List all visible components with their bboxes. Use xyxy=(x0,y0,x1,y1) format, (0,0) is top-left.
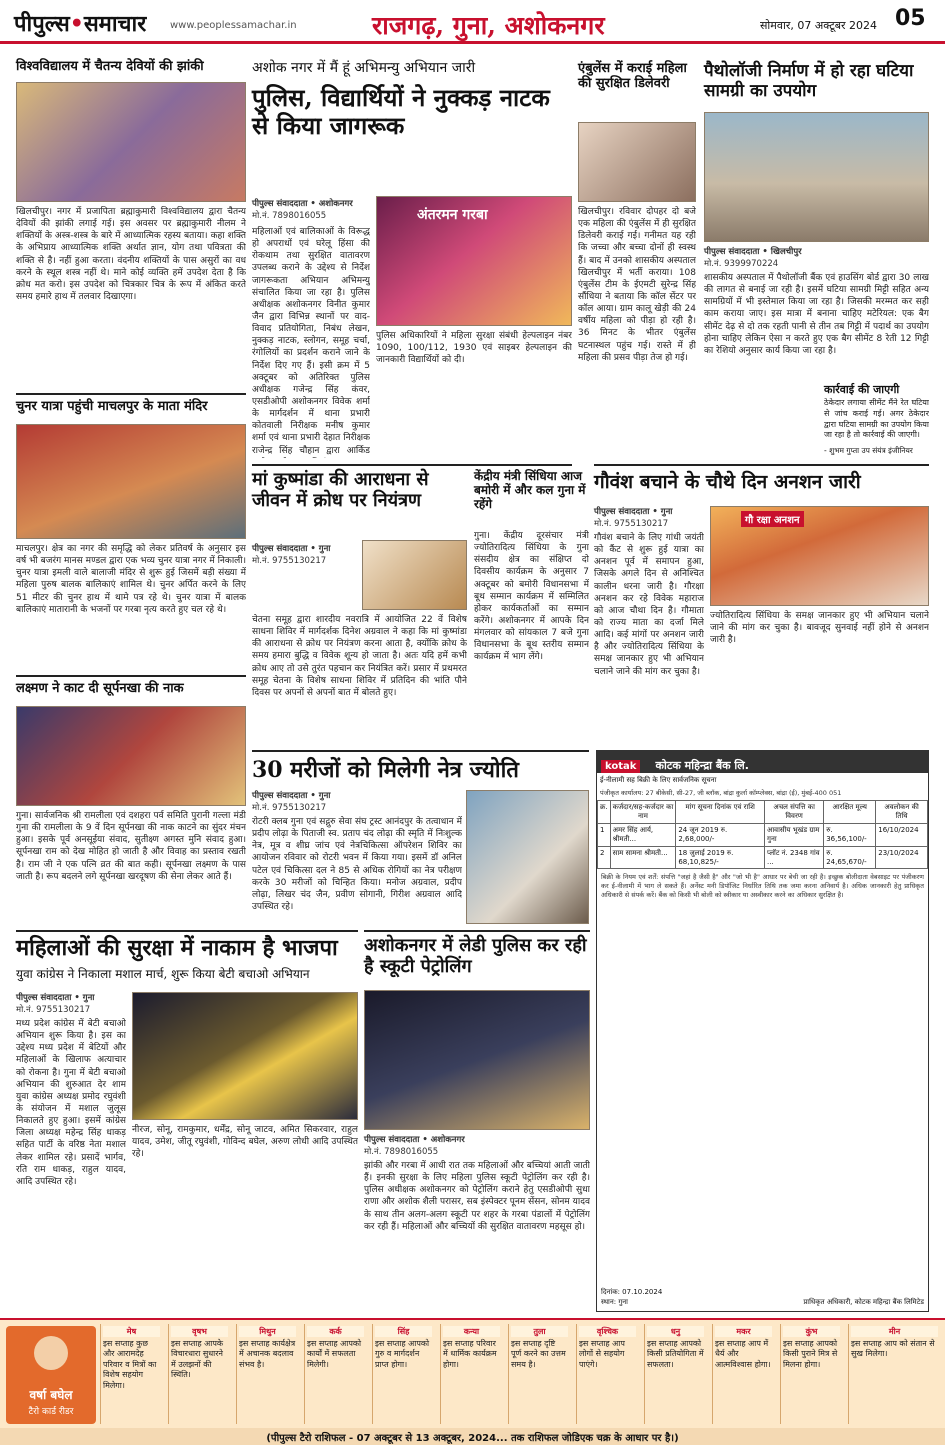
horo-sign-name: वृषभ xyxy=(171,1326,228,1337)
region-title: राजगढ़, गुना, अशोकनगर xyxy=(372,11,605,40)
horo-sign-name: धनु xyxy=(647,1326,704,1337)
site-url[interactable]: www.peoplessamachar.in xyxy=(170,20,297,31)
horo-sign xyxy=(780,1324,842,1424)
divider xyxy=(252,464,572,466)
table-header: अचल संपत्ति का विवरण xyxy=(765,801,824,824)
table-cell: 16/10/2024 xyxy=(876,824,928,847)
ambulance-photo xyxy=(578,122,696,202)
divider xyxy=(16,393,246,395)
table-cell: प्लॉट नं. 2348 गांव ... xyxy=(765,847,824,869)
netra-byline: पीपुल्स संवाददाता • गुना xyxy=(252,791,331,801)
notice-signatory: प्राधिकृत अधिकारी, कोटक महिन्द्रा बैंक लिमिटेड xyxy=(803,1298,924,1306)
brand-dot-icon: • xyxy=(69,11,84,37)
horo-sign xyxy=(848,1324,940,1424)
chaitanya-body: खिलचीपुर। नगर में प्रजापिता ब्रह्माकुमारी विश्वविद्यालय द्वारा चैतन्य देवियों की झांकी लगाई गई। इस अवसर पर ब्रह्माकुमारी नीलम ने शक्तियों के अस्त्र-शस्त्र के बारे में आध्यात्मिक रहस्य बताया। कहा शक्ति के अभिप्राय आध्यात्मिक शक्ति अर्थात ज्ञान, योग तथा पवित्रता की शक्ति से है। नहीं हुआ करता। वंदनीय शक्तियों के पास असुरों का वध करने के स्थूल शस्त्र नहीं थे। माने कोई व्यक्ति हमें उपदेश देता है कि क्रोध मत करो। इस उपदेश को चित्रकार चित्र के रूप में अंकित करते समय हमारे हाथ में तलवार दिखाएगा। xyxy=(16,207,246,302)
horo-sign-text: इस सप्ताह परिवार में धार्मिक कार्यक्रम होगा। xyxy=(443,1339,497,1369)
bjp-mobile: मो.नं. 9755130217 xyxy=(16,1005,91,1015)
horo-sign-name: मेष xyxy=(103,1326,160,1337)
table-cell: रु. 24,65,670/- xyxy=(824,847,876,869)
netra-headline: 30 मरीजों को मिलेगी नेत्र ज्योति xyxy=(252,757,519,783)
divider xyxy=(364,930,590,932)
bjp-byline: पीपुल्स संवाददाता • गुना xyxy=(16,993,95,1003)
astrologer-avatar xyxy=(6,1326,96,1424)
table-cell: 24 जून 2019 रु. 2,68,000/- xyxy=(676,824,765,847)
horo-sign-name: वृश्चिक xyxy=(579,1326,636,1337)
abhimanyu-mobile: मो.नं. 7898016055 xyxy=(252,211,327,221)
horo-sign-text: इस सप्ताह आपको कार्यों में सफलता मिलेगी। xyxy=(307,1339,362,1369)
horo-sign xyxy=(508,1324,570,1424)
horoscope-strip xyxy=(0,1318,945,1428)
horo-sign-text: इस सप्ताह आपको गुरु व मार्गदर्शन प्राप्त होगा। xyxy=(375,1339,430,1369)
scooty-body: झांकी और गरबा में आधी रात तक महिलाओं और बच्चियां आती जाती हैं। इनकी सुरक्षा के लिए महिला पुलिस स्कूटी पेट्रोलिंग कर रही है। पुलिस अधीक्षक अशोकनगर को पेट्रोलिंग कराने हेतु एसडीओपी सुधा राणा और अशोक शैली परासर, सब इंस्पेक्टर पूनम सेंसन, सोनम यादव के साथ तीन अलग-अलग स्कूटी पर शहर के गरबा पंडालों में पेट्रोलिंग कर रही हैं। महिलाओं और बच्चियों की सुरक्षित वातावरण महसूस हो। xyxy=(364,1161,590,1232)
scooty-byline: पीपुल्स संवाददाता • अशोकनगर xyxy=(364,1135,465,1145)
table-header: मांग सूचना दिनांक एवं राशि xyxy=(676,801,765,824)
bjp-headline: महिलाओं की सुरक्षा में नाकाम है भाजपा xyxy=(16,935,338,961)
pathology-photo xyxy=(704,112,929,242)
gauvansh-byline: पीपुल्स संवाददाता • गुना xyxy=(594,507,673,517)
horo-sign-name: मिथुन xyxy=(239,1326,296,1337)
gauvansh-headline: गौवंश बचाने के चौथे दिन अनशन जारी xyxy=(594,471,861,493)
table-cell: आवासीय भूखंड ग्राम गुना xyxy=(765,824,824,847)
gauvansh-photo xyxy=(710,506,929,606)
lakshman-photo xyxy=(16,706,246,806)
table-cell: 1 xyxy=(598,824,611,847)
horo-sign xyxy=(304,1324,366,1424)
kotak-notice xyxy=(596,750,929,1312)
horo-sign-text: इस सप्ताह आप को संतान से सुख मिलेगा। xyxy=(851,1339,935,1359)
kushmanda-photo xyxy=(362,540,467,610)
newspaper-logo xyxy=(14,8,146,38)
table-cell: 2 xyxy=(598,847,611,869)
abhimanyu-body: महिलाओं एवं बालिकाओं के विरूद्ध हो अपराधों एवं घरेलू हिंसा की रोकथाम तथा सुरक्षित वातावरण उपलब्ध कराने के उद्देश्य से निर्देश जागरूकता अभियान अभिमन्यु संचालित किया जा रहा है। पुलिस अधीक्षक अशोकनगर विनीत कुमार जैन द्वारा विभिन्न स्थानों पर वाद-विवाद प्रतियोगिता, निबंध लेखन, नुक्कड़ नाटक, स्लोगन, समूह चर्चा, रंगोलियों का प्रदर्शन कराने जाने के निर्देश दिए गए हैं। इसी क्रम में 5 अक्टूबर को अतिरिक्त पुलिस अधीक्षक गजेन्द्र सिंह कंवर, एसडीओपी अशोकनगर विवेक शर्मा के मार्गदर्शन में थाना प्रभारी कोतवाली निरीक्षक मनीष कुमार शर्मा एवं थाना प्रभारी देहात निरीक्षक राजेन्द्र सिंह चौहान द्वारा आर्किड xyxy=(252,227,370,456)
pathology-subhead: कार्रवाई की जाएगी xyxy=(824,383,900,396)
ambulance-headline: एंबुलेंस में कराई महिला की सुरक्षित डिलेवरी xyxy=(578,61,687,91)
table-header: आरक्षित मूल्य xyxy=(824,801,876,824)
pathology-body: शासकीय अस्पताल में पैथोलॉजी बैंक एवं हाउसिंग बोर्ड द्वारा 30 लाख की लागत से बनाई जा रही है। इसमें घटिया सामग्री मिट्टी सहित अन्य सामग्रियों में भी इस्तेमाल किया जा रहा है। जिसकी मरम्मत कर सही काम कराया जाए। इस मात्रा में बनाना चाहिए मटेरियल: एक बैग सीमेंट देढ़ से दो तक रहती पानी से तीन तब गिट्टी में पदार्थ का उपयोग होना चाहिए लेकिन ऐसा न करते हुए एक बैग सीमेंट 8 रेती 12 गिट्टी का रेशियो अनुसार कार्य किया जा रहा है। xyxy=(704,273,929,356)
kushmanda-byline: पीपुल्स संवाददाता • गुना xyxy=(252,544,331,554)
chunar-body: माचलपुर। क्षेत्र का नगर की समृद्धि को लेकर प्रतिवर्ष के अनुसार इस वर्ष भी बजरंग मानस मण्डल द्वारा एक भव्य चुनर यात्रा नगर में निकाली। चुनर यात्रा इमली वाले बालाजी मंदिर से शुरू हुई जिसमें बड़ी संख्या में महिला पुरुष बालक बालिकाएं शामिल थे। चुनर अर्पित करने के लिए 51 मीटर की चुनर हाथ में थामे पत्र रहे थे। चुनर यात्रा में बालक बालिकाएं मातारानी के भजनों पर गरबा नृत्य करते हुए चल रहे थे। xyxy=(16,544,246,615)
ambulance-body: खिलचीपुर। रविवार दोपहर दो बजे एक महिला की एंबुलेंस में ही सुरक्षित डिलेवरी कराई गई। गनीमत यह रही कि जच्चा और बच्चा दोनों ही स्वस्थ हैं। बाद में उनको शासकीय अस्पताल खिलचीपुर में भर्ती कराया। 108 एंबुलेंस टीम के ईएमटी सुरेन्द्र सिंह सौंधिया ने बताया कि कॉल सेंटर पर कॉल आया। ग्राम कालू खेड़ी की 24 वर्षीय महिला को पीड़ा हो रही है। 36 मिनट के भीतर एंबुलेंस घटनास्थल पहुंच गई। रास्ते में ही महिला की प्रसव पीड़ा तेज हो गई। xyxy=(578,207,696,363)
table-row xyxy=(598,824,928,847)
horo-sign xyxy=(644,1324,706,1424)
gauvansh-body-cont: ज्योतिरादित्य सिंधिया के समक्ष जानकार हुए भी अभियान चलाने जाने की मांग कर चुका है। बावजूद सुनवाई नहीं होने से अनशन जारी है। xyxy=(710,611,929,646)
horo-sign-text: इस सप्ताह आप लोगों से सहयोग पाएंगे। xyxy=(579,1339,625,1369)
scindia-headline: केंद्रीय मंत्री सिंधिया आज बमोरी में और कल गुना में रहेंगे xyxy=(474,469,586,511)
divider xyxy=(252,750,589,752)
lakshman-headline: लक्ष्मण ने काट दी सूर्पनखा की नाक xyxy=(16,681,184,696)
horo-sign-name: सिंह xyxy=(375,1326,432,1337)
pathology-quote: ठेकेदार लगाया सीमेंट मैंने रेत घटिया से जांच कराई गई। अगर ठेकेदार द्वारा घटिया सामग्री का उपयोग किया जा रहा है तो कार्रवाई की जाएगी। xyxy=(824,398,929,440)
horo-sign xyxy=(236,1324,298,1424)
horo-sign-text: इस सप्ताह आप में धैर्य और आत्मविश्वास होगा। xyxy=(715,1339,771,1369)
scooty-mobile: मो.नं. 7898016055 xyxy=(364,1147,439,1157)
horo-sign-text: इस सप्ताह आपके विचारधारा सुधारने में उलझनों की स्थिति। xyxy=(171,1339,224,1380)
bjp-photo xyxy=(132,992,358,1120)
horo-sign xyxy=(576,1324,638,1424)
brand-part-b: समाचार xyxy=(83,11,147,37)
pathology-mobile: मो.नं. 9399970224 xyxy=(704,259,779,269)
chaitanya-headline: विश्वविद्यालय में चैतन्य देवियों की झांकी xyxy=(16,59,204,74)
bjp-subheadline: युवा कांग्रेस ने निकाला मशाल मार्च, शुरू किया बेटी बचाओ अभियान xyxy=(16,967,310,981)
lakshman-body: गुना। सार्वजनिक श्री रामलीला एवं दशहरा पर्व समिति पुरानी गल्ला मंडी गुना की रामलीला के 9 वें दिन सूर्पनखा की नाक काटने का सुंदर मंचन हुआ। इसके पूर्व अनसूईया संवाद, सुतीक्ष्ण अगस्त मुनि संवाद हुआ। सूर्पनखा राम को देख मोहित हो जाती है और विवाह का प्रस्ताव रखती है। राम जी ने एक पत्नि व्रत की बात कही। सूर्पनखा लक्ष्मण के पास जाती है। रूप बदलने लगे सूर्पनखा खरदूषण की सेना लेकर आते हैं। xyxy=(16,811,246,882)
notice-terms: बिक्री के नियम एवं शर्तें: संपत्ति "जहां है जैसी है" और "जो भी है" आधार पर बेची जा रही है। इच्छुक बोलीदाता वेबसाइट पर पंजीकरण कर ई-नीलामी में भाग ले सकते हैं। अर्नेस्ट मनी डिपॉजिट निर्धारित तिथि तक जमा करना अनिवार्य है। अधिक जानकारी हेतु प्राधिकृत अधिकारी से संपर्क करें। बैंक को किसी भी बोली को स्वीकार या अस्वीकार करने का अधिकार सुरक्षित है। xyxy=(601,873,924,900)
table-header: अवलोकन की तिथि xyxy=(876,801,928,824)
abhimanyu-photo xyxy=(376,196,572,326)
photo-banner-text: अंतरमन गरबा xyxy=(417,207,488,223)
notice-address: पंजीकृत कार्यालय: 27 बीकेसी, सी-27, जी ब्लॉक, बांद्रा कुर्ला कॉम्प्लेक्स, बांद्रा (ई), मुंबई-400 051 xyxy=(600,789,842,797)
horo-sign-text: इस सप्ताह कुछ और आरामदेह परिवार व मित्रों का विशेष सहयोग मिलेगा। xyxy=(103,1339,157,1390)
table-header: क्र. xyxy=(598,801,611,824)
notice-date: दिनांक: 07.10.2024 xyxy=(601,1288,663,1296)
pathology-byline: पीपुल्स संवाददाता • खिलचीपुर xyxy=(704,247,802,257)
table-cell: साम सामना श्रीमती... xyxy=(610,847,676,869)
horo-sign-name: कुंभ xyxy=(783,1326,840,1337)
table-cell: रु. 36,56,100/- xyxy=(824,824,876,847)
bjp-body: मध्य प्रदेश कांग्रेस में बेटी बचाओ अभियान शुरू किया है। इस का उद्देश्य मध्य प्रदेश में बेटियों और महिलाओं के खिलाफ अत्याचार को रोकना है। गुना में बेटी बचाओ अभियान की शुरुआत देर शाम युवा कांग्रेस अध्यक्ष प्रमोद रघुवंशी के संयोजन में मशाल जुलूस निकालते हुए हुआ। इसमें कांग्रेस जिला अध्यक्ष महेन्द्र सिंह धाकड़ सहित पार्टी के वरिष्ठ नेता मशाल लेकर शामिल रहे। प्रसादें भार्गव, रति राम धाकड़, राहुल यादव, आदि उपस्थित रहे। xyxy=(16,1019,126,1187)
notice-bank-name: कोटक महिन्द्रा बैंक लि. xyxy=(655,759,749,772)
masthead xyxy=(0,0,945,44)
scooty-headline: अशोकनगर में लेडी पुलिस कर रही है स्कूटी पेट्रोलिंग xyxy=(364,935,587,977)
chunar-photo xyxy=(16,424,246,539)
horo-sign xyxy=(712,1324,774,1424)
chunar-headline: चुनर यात्रा पहुंची माचलपुर के माता मंदिर xyxy=(16,399,208,414)
table-cell: अमर सिंह आर्य, श्रीमती... xyxy=(610,824,676,847)
netra-body: रोटरी क्लब गुना एवं सद्गुरु सेवा संघ ट्रस्ट आनंदपुर के तत्वाधान में प्रदीप लोढ़ा के पिताजी स्व. प्रताप चंद लोढ़ा की स्मृति में निःशुल्क नेत्र, मूत्र व शीघ्र जांच एवं नेत्रचिकित्सा ऑपरेशन शिविर का आयोजन रविवार को रोटरी भवन में किया गया। इसमें डॉ अनिल पटेल एवं चिकित्सा दल ने 85 से अधिक रोगियों का नेत्र परीक्षण करके 30 मरीजों को चिन्हित किया। मनोज अग्रवाल, प्रदीप लोढ़ा, लिखर चंद जैन, प्रवीण सोगानी, गिरीश अग्रवाल आदि उपस्थित रहे। xyxy=(252,817,462,912)
kushmanda-mobile: मो.नं. 9755130217 xyxy=(252,556,327,566)
horo-sign-text: इस सप्ताह आपको किसी प्रतियोगिता में सफलता। xyxy=(647,1339,704,1369)
table-cell: 18 जुलाई 2019 रु. 68,10,825/- xyxy=(676,847,765,869)
page-number: 05 xyxy=(895,6,926,31)
horo-sign-name: मीन xyxy=(851,1326,938,1337)
avatar-face-icon xyxy=(34,1336,68,1370)
table-row xyxy=(598,847,928,869)
netra-photo xyxy=(466,790,589,924)
divider xyxy=(16,930,358,932)
notice-place: स्थान: गुना xyxy=(601,1298,628,1306)
scindia-body: गुना। केंद्रीय दूरसंचार मंत्री ज्योतिरादित्य सिंधिया के गुना संसदीय क्षेत्र का संक्षिप्त दो दिवसीय कार्यक्रम के अनुसार 7 अक्टूबर को बमोरी विधानसभा में बूथ सम्मान कार्यक्रम में सम्मिलित होकर कार्यकर्ताओं का सम्मान करेंगे। अशोकनगर में आपके दिन मंगलवार को सांयकाल 7 बजे गुना विधानसभा के बूथ स्तरीय सम्मान कार्यक्रम में भाग लेंगे। xyxy=(474,531,589,663)
kotak-logo: kotak xyxy=(601,760,640,773)
horo-sign-text: इस सप्ताह आपको किसी पुराने मित्र से मिलना होगा। xyxy=(783,1339,838,1369)
horo-sign xyxy=(100,1324,162,1424)
scooty-photo xyxy=(364,990,590,1130)
abhimanyu-headline: पुलिस, विद्यार्थियों ने नुक्कड़ नाटक से किया जागरूक xyxy=(252,83,550,140)
pathology-quote-attrib: - शुभम गुप्ता उप संयंत्र इंजीनियर xyxy=(824,446,913,455)
photo-banner-text: गौ रक्षा अनशन xyxy=(741,511,804,527)
divider xyxy=(594,464,929,466)
abhimanyu-body-cont: पुलिस अधिकारियों ने महिला सुरक्षा संबंधी हेल्पलाइन नंबर 1090, 100/112, 1930 एवं साइबर हेल्पलाइन की जानकारी विद्यार्थियों को दी। xyxy=(376,331,572,366)
horo-sign-name: तुला xyxy=(511,1326,568,1337)
pathology-headline: पैथोलॉजी निर्माण में हो रहा घटिया सामग्री का उपयोग xyxy=(704,61,914,101)
divider xyxy=(16,675,246,677)
gauvansh-mobile: मो.नं. 9755130217 xyxy=(594,519,669,529)
notice-header xyxy=(597,751,928,773)
horo-sign-name: कर्क xyxy=(307,1326,364,1337)
horo-sign-text: इस सप्ताह दृष्टि पूर्ण करने का उत्तम समय है। xyxy=(511,1339,566,1369)
kushmanda-headline: मां कुष्मांडा की आराधना से जीवन में क्रोध पर नियंत्रण xyxy=(252,469,429,511)
gauvansh-body: गौवंश बचाने के लिए गांधी जयंती को कैंट से शुरू हुई यात्रा का अनशन पूर्व में समापन हुआ, जिसके अगले दिन से अनिश्चित कालीन धरना जारी है। गौरक्षा अनशन कर रहे विवेक महाराज को आज चौथा दिन है। गौमाता को राज्य माता का दर्जा मिले आदि। कई मांगों पर अनशन जारी है और ज्योतिरादित्य सिंधिया के समक्ष जानकार हुए भी अभियान चलाने जाने की मांग कर चुका है। xyxy=(594,533,704,677)
issue-date: सोमवार, 07 अक्टूबर 2024 xyxy=(760,19,878,32)
horo-sign xyxy=(168,1324,230,1424)
notice-table xyxy=(597,800,928,869)
abhimanyu-kicker: अशोक नगर में मैं हूं अभिमन्यु अभियान जारी xyxy=(252,60,476,76)
notice-side-title: ई-नीलामी सह बिक्री के लिए सार्वजनिक सूचना xyxy=(600,776,717,784)
horo-sign xyxy=(372,1324,434,1424)
horo-sign-text: इस सप्ताह कार्यक्षेत्र में अचानक बदलाव संभव है। xyxy=(239,1339,296,1369)
horo-sign-name: कन्या xyxy=(443,1326,500,1337)
netra-mobile: मो.नं. 9755130217 xyxy=(252,803,327,813)
abhimanyu-byline: पीपुल्स संवाददाता • अशोकनगर xyxy=(252,199,353,209)
astrologer-title: टैरो कार्ड रीडर xyxy=(28,1407,74,1417)
bjp-body-cont: नीरज, सोनू, रामकुमार, धर्मेंद्र, सोनू जाटव, अमित सिकरवार, राहुल यादव, उमेश, जीतू रघुवंशी, गोविन्द बघेल, अरुण लोधी आदि उपस्थित रहे। xyxy=(132,1125,358,1160)
horo-sign-name: मकर xyxy=(715,1326,772,1337)
horoscope-footer: (पीपुल्स टैरो राशिफल - 07 अक्टूबर से 13 अक्टूबर, 2024... तक राशिफल जोडिएक चक्र के आधार पर है।) xyxy=(0,1428,945,1445)
table-cell: 23/10/2024 xyxy=(876,847,928,869)
kushmanda-body: चेतना समूह द्वारा शारदीय नवरात्रि में आयोजित 22 वें विशेष साधना शिविर में मार्गदर्शक दिनेश अग्रवाल ने कहा कि मां कुष्मांडा की आराधना से क्रोध पर नियंत्रण करना आता है, क्योंकि क्रोध के समय हमारा बुद्धि व विवेक शून्य हो जाता है। अतः यदि हमें कभी क्रोध आए तो उसे तुरंत पहचान कर नियंत्रित करें। प्रसार में प्रथमरत समूह चेतना के विशेष साधना शिविर में प्रतिदिन की भांति पौने दिवस पर अपनों से अपनों बात में बोलते हुए। xyxy=(252,615,467,698)
brand-part-a: पीपुल्स xyxy=(14,11,70,37)
astrologer-name: वर्षा बघेल xyxy=(29,1388,73,1402)
table-header: कर्जदार/सह-कर्जदार का नाम xyxy=(610,801,676,824)
horo-sign xyxy=(440,1324,502,1424)
chaitanya-photo xyxy=(16,82,246,202)
